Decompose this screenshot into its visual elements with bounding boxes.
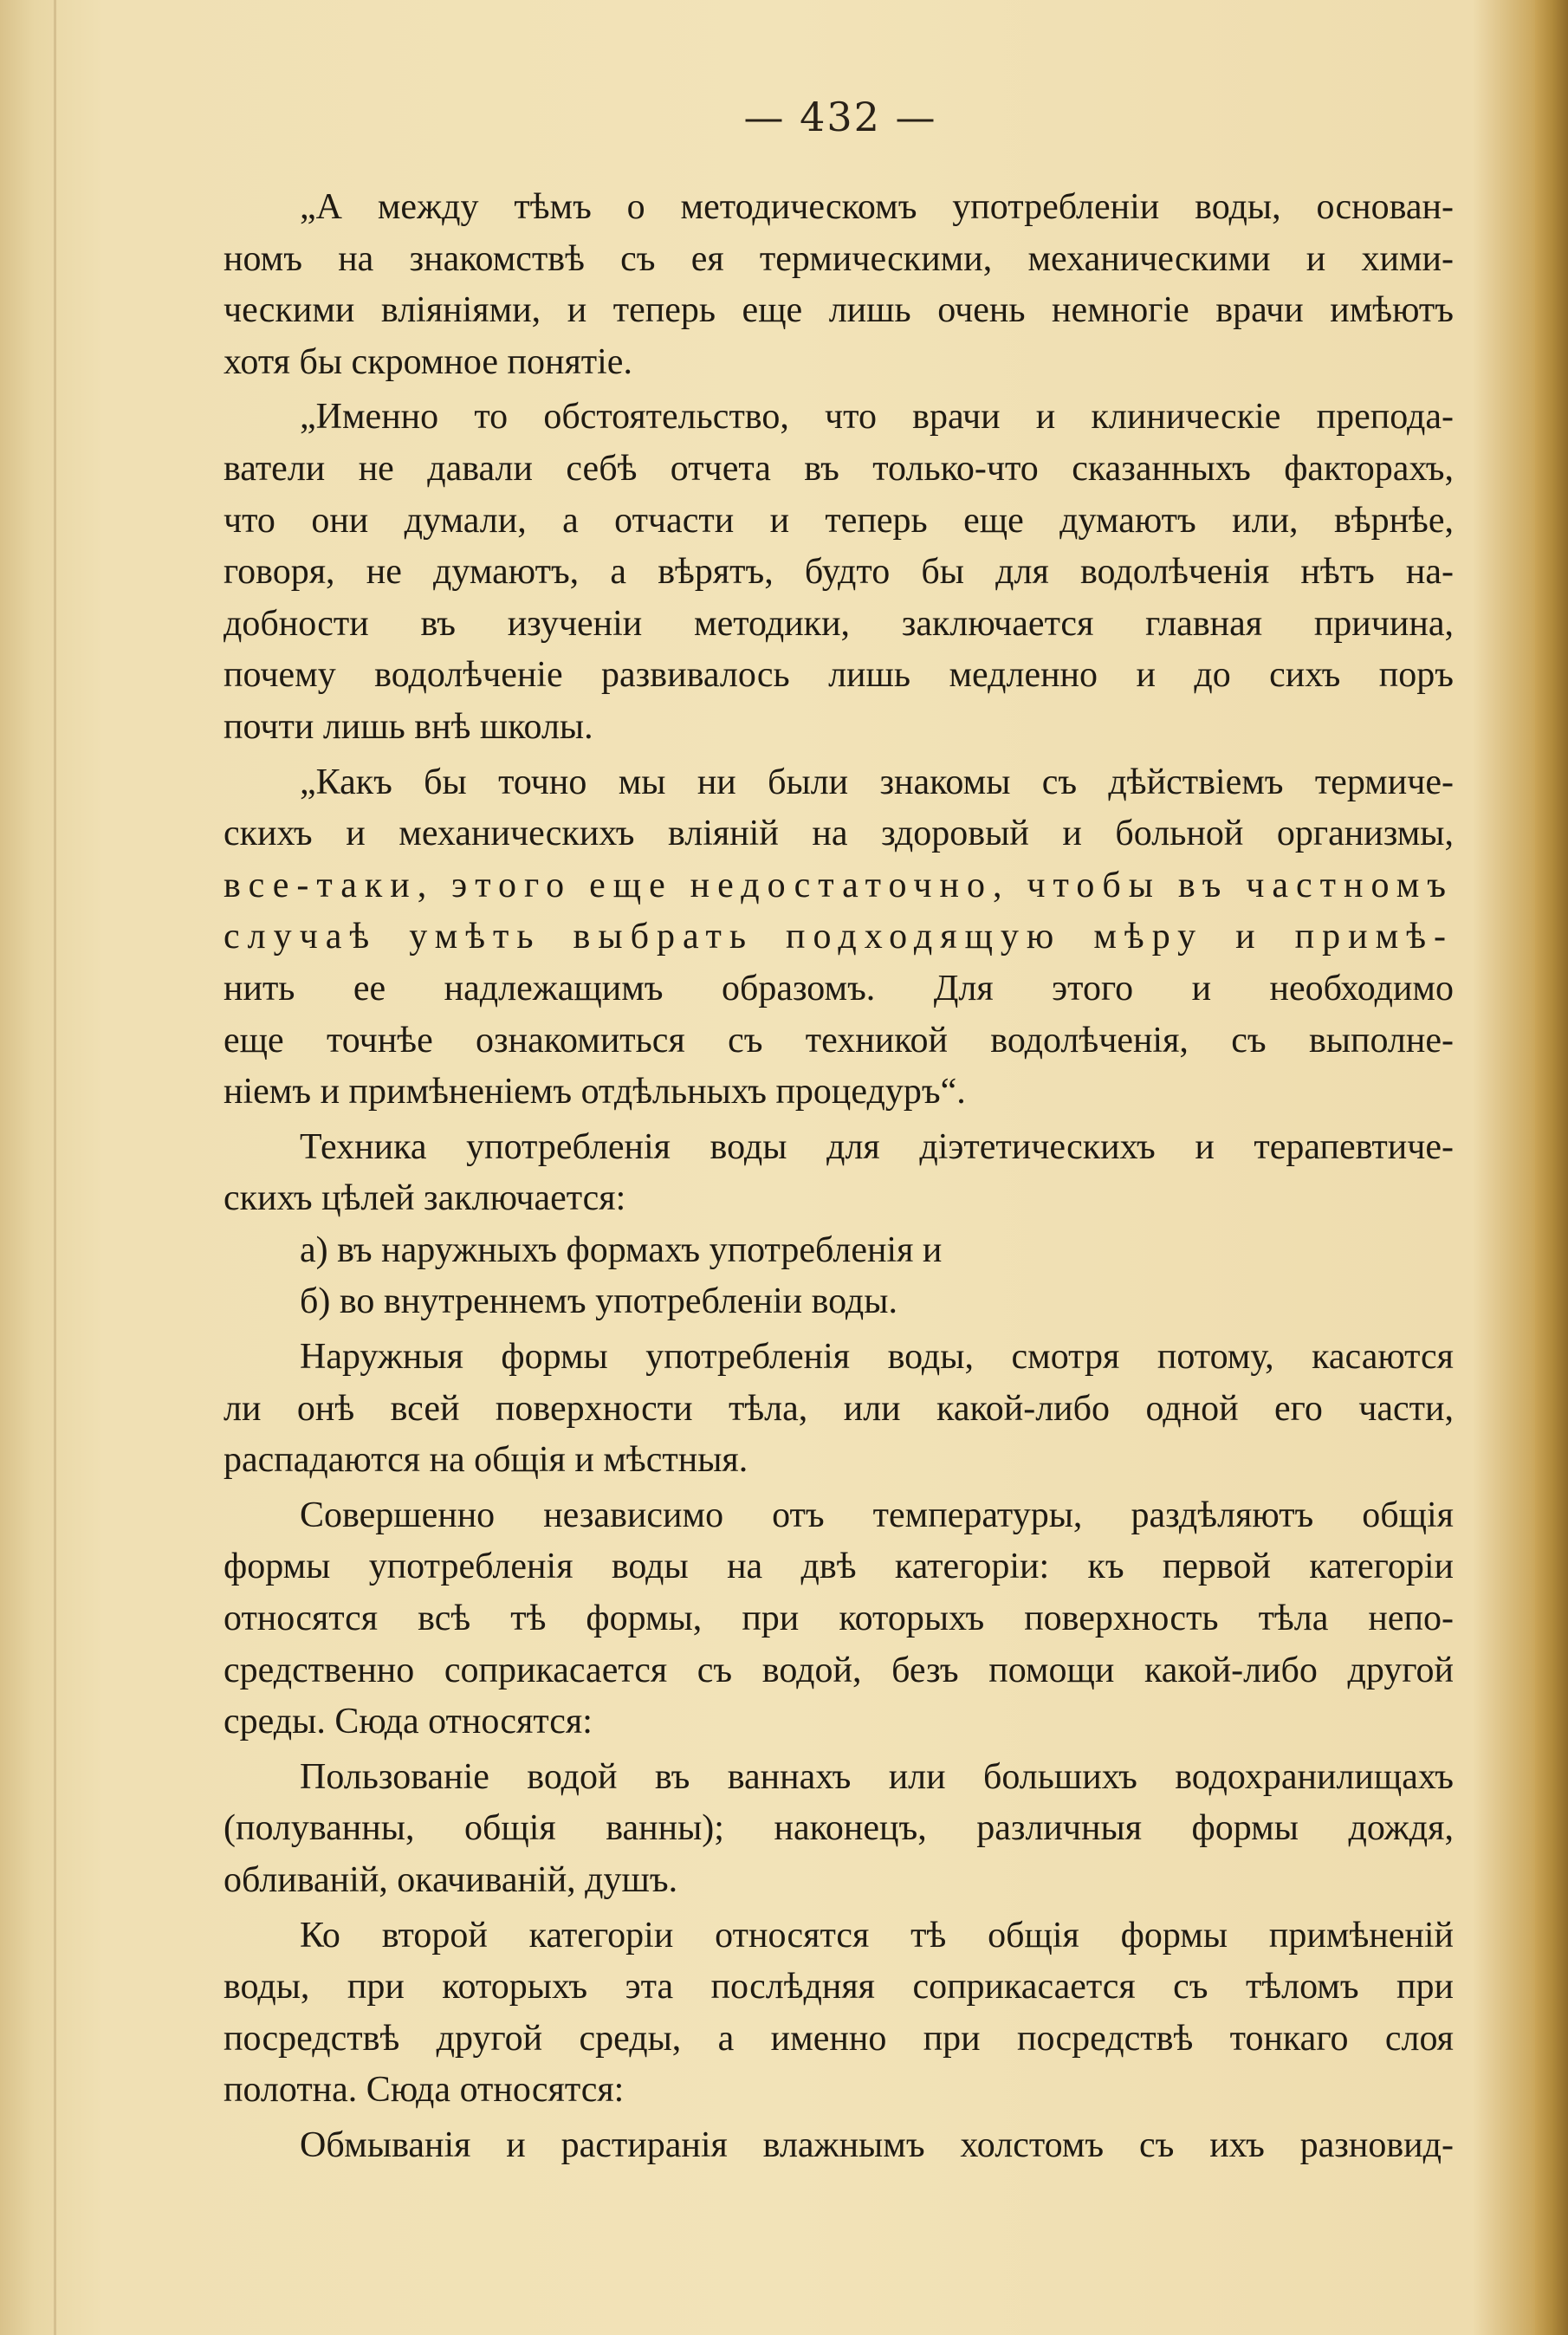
- text-line: распадаются на общія и мѣстныя.: [224, 1440, 748, 1481]
- text-line: Совершенно независимо отъ температуры, раздѣляютъ общія: [300, 1495, 1454, 1535]
- list-item: б) во внутреннемъ употребленіи воды.: [300, 1281, 898, 1322]
- text-line: формы употребленія воды на двѣ категоріи: къ первой категоріи: [224, 1547, 1454, 1587]
- text-line: обливаній, окачиваній, душъ.: [224, 1860, 678, 1900]
- text-line: относятся всѣ тѣ формы, при которыхъ поверхность тѣла непо-: [224, 1599, 1454, 1639]
- text-line: „Какъ бы точно мы ни были знакомы съ дѣйствіемъ термиче-: [300, 762, 1454, 802]
- text-line: случаѣ умѣть выбрать подходящую мѣру и примѣ-: [224, 917, 1454, 957]
- text-line: скихъ цѣлей заключается:: [224, 1178, 626, 1219]
- text-line: все-таки, этого еще недостаточно, чтобы въ частномъ: [224, 865, 1454, 905]
- text-line: Обмыванія и растиранія влажнымъ холстомъ съ ихъ разновид-: [300, 2124, 1454, 2165]
- text-line: что они думали, а отчасти и теперь еще думаютъ или, вѣрнѣе,: [224, 500, 1454, 541]
- text-line: говоря, не думаютъ, а вѣрятъ, будто бы для водолѣченія нѣтъ на-: [224, 552, 1454, 593]
- text-line: почему водолѣченіе развивалось лишь медленно и до сихъ поръ: [224, 655, 1454, 696]
- text-line: еще точнѣе ознакомиться съ техникой водолѣченія, съ выполне-: [224, 1020, 1454, 1060]
- text-line: ли онѣ всей поверхности тѣла, или какой-либо одной его части,: [224, 1388, 1454, 1429]
- text-line: полотна. Сюда относятся:: [224, 2070, 625, 2111]
- text-line: среды. Сюда относятся:: [224, 1702, 593, 1742]
- text-line: ніемъ и примѣненіемъ отдѣльныхъ процедуръ“.: [224, 1072, 966, 1112]
- text-line: Техника употребленія воды для діэтетическихъ и терапевтиче-: [300, 1126, 1454, 1167]
- text-line: (полуванны, общія ванны); наконецъ, различныя формы дождя,: [224, 1808, 1454, 1849]
- text-line: почти лишь внѣ школы.: [224, 706, 593, 747]
- text-line: „А между тѣмъ о методическомъ употребленіи воды, основан-: [300, 187, 1454, 227]
- text-line: средственно соприкасается съ водой, безъ помощи какой-либо другой: [224, 1650, 1454, 1690]
- text-line: „Именно то обстоятельство, что врачи и клиническіе препода-: [300, 397, 1454, 438]
- text-line: номъ на знакомствѣ съ ея термическими, механическими и хими-: [224, 238, 1454, 279]
- text-line: скихъ и механическихъ вліяній на здоровый и больной организмы,: [224, 814, 1454, 854]
- body-text: [224, 182, 1454, 2172]
- text-line: посредствѣ другой среды, а именно при посредствѣ тонкаго слоя: [224, 2018, 1454, 2059]
- binding-shadow: [54, 0, 56, 2335]
- text-line: хотя бы скромное понятіе.: [224, 341, 632, 382]
- list-item: а) въ наружныхъ формахъ употребленія и: [300, 1229, 943, 1270]
- text-line: ватели не давали себѣ отчета въ только-что сказанныхъ факторахъ,: [224, 448, 1454, 489]
- text-line: ческими вліяніями, и теперь еще лишь очень немногіе врачи имѣютъ: [224, 290, 1454, 331]
- text-line: Наружныя формы употребленія воды, смотря потому, касаются: [300, 1337, 1454, 1378]
- text-line: нить ее надлежащимъ образомъ. Для этого и необходимо: [224, 968, 1454, 1009]
- text-line: воды, при которыхъ эта послѣдняя соприкасается съ тѣломъ при: [224, 1967, 1454, 2007]
- text-line: добности въ изученіи методики, заключается главная причина,: [224, 603, 1454, 644]
- page-number: — 432 —: [743, 94, 937, 140]
- text-line: Ко второй категоріи относятся тѣ общія формы примѣненій: [300, 1915, 1454, 1956]
- page-edge: [1535, 0, 1568, 2335]
- text-line: Пользованіе водой въ ваннахъ или большихъ водохранилищахъ: [300, 1756, 1454, 1797]
